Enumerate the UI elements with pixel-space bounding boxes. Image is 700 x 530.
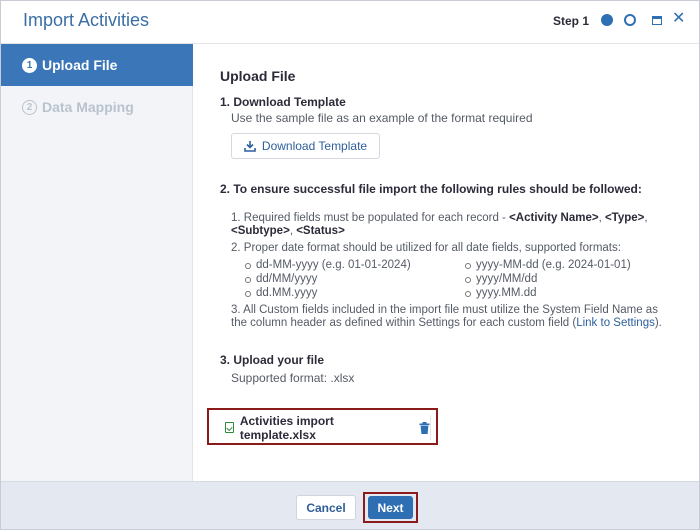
section-download-text: Use the sample file as an example of the format required (231, 111, 533, 125)
uploaded-file-highlight (207, 408, 438, 445)
format-item: dd.MM.yyyy (256, 287, 318, 299)
format-item: yyyy/MM/dd (476, 273, 538, 285)
format-item: dd/MM/yyyy (256, 273, 318, 285)
field-status: <Status> (296, 225, 345, 237)
dialog-footer (1, 481, 699, 529)
rule-3-suffix: ). (654, 317, 662, 329)
sidebar-item-label: Data Mapping (42, 99, 134, 115)
download-icon (244, 140, 256, 152)
dialog-title: Import Activities (23, 10, 150, 30)
sidebar-item-upload-file[interactable] (1, 44, 193, 86)
rule-required-fields: 1. Required fields must be populated for each record - <Activity Name>, <Type>, <Subtype>, <Status> (231, 212, 648, 237)
step-1-dot-icon (601, 14, 613, 26)
sidebar-item-label: Upload File (42, 57, 118, 73)
xlsx-file-icon (225, 422, 234, 433)
close-icon[interactable]: ✕ (672, 10, 686, 27)
step-number-badge: 2 (22, 100, 37, 115)
uploaded-file-item (217, 415, 431, 440)
rule-3-text: 3. All Custom fields included in the import file must utilize the System Field Name as the column header as defined within Settings for each custom field ( (231, 304, 658, 329)
maximize-icon[interactable] (652, 16, 662, 25)
section-rules-heading: 2. To ensure successful file import the following rules should be followed: (220, 182, 642, 196)
supported-format-text: Supported format: .xlsx (231, 371, 355, 385)
field-activity-name: <Activity Name> (509, 212, 599, 224)
link-to-settings[interactable]: Link to Settings (576, 317, 655, 329)
format-item: yyyy.MM.dd (476, 287, 537, 299)
trash-icon[interactable] (419, 422, 430, 434)
download-template-label: Download Template (261, 139, 368, 153)
field-subtype: <Subtype> (231, 225, 290, 237)
download-template-button[interactable] (231, 133, 380, 159)
rule-1-text: 1. Required fields must be populated for each record - (231, 212, 510, 224)
main-content (194, 44, 699, 481)
section-download-heading: 1. Download Template (220, 95, 346, 109)
step-number-badge: 1 (22, 58, 37, 73)
step-indicator-label: Step 1 (553, 14, 590, 28)
step-2-dot-icon (624, 14, 636, 26)
uploaded-file-name: Activities import template.xlsx (239, 413, 334, 442)
format-item: dd-MM-yyyy (e.g. 01-01-2024) (256, 259, 411, 271)
format-item: yyyy-MM-dd (e.g. 2024-01-01) (476, 259, 631, 271)
field-type: <Type> (604, 212, 645, 224)
cancel-button[interactable]: Cancel (296, 495, 356, 520)
rule-custom-fields (231, 304, 676, 330)
dialog-header (1, 1, 699, 44)
section-upload-heading: 3. Upload your file (220, 353, 325, 367)
next-button-highlight (363, 492, 418, 523)
next-button[interactable]: Next (368, 496, 413, 519)
page-title: Upload File (220, 68, 296, 84)
rule-date-format: 2. Proper date format should be utilized for all date fields, supported formats: (231, 242, 621, 254)
wizard-sidebar (1, 44, 193, 481)
sidebar-item-data-mapping[interactable] (1, 86, 193, 128)
